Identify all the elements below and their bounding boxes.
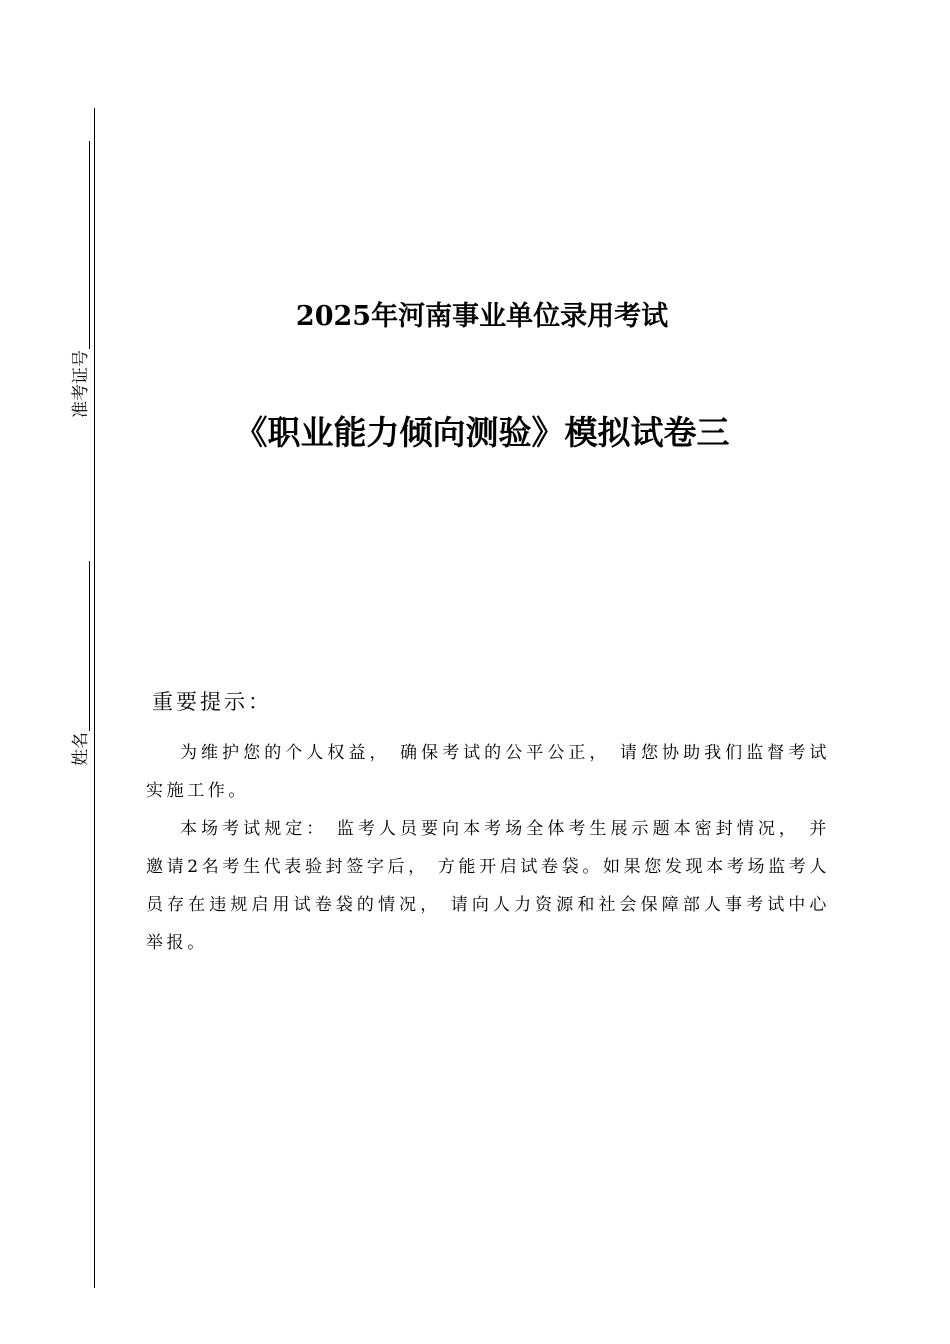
paper-title: 《职业能力倾向测验》模拟试卷三 xyxy=(234,413,730,452)
exam-id-field[interactable] xyxy=(71,141,91,418)
name-label: 姓名 xyxy=(71,732,91,766)
notice-paragraph: 为维护您的个人权益， 确保考试的公平公正， 请您协助我们监督考试实施工作。 xyxy=(146,743,830,801)
notice-heading: 重要提示： xyxy=(152,690,272,714)
name-field[interactable] xyxy=(71,561,91,766)
binding-line xyxy=(94,108,95,1288)
notice-body xyxy=(146,734,830,962)
exam-title: 2025年河南事业单位录用考试 xyxy=(295,301,669,332)
exam-id-label: 准考证号 xyxy=(71,350,91,418)
name-underline[interactable] xyxy=(88,561,90,731)
notice-paragraph: 本场考试规定： 监考人员要向本考场全体考生展示题本密封情况， 并邀请2名考生代表验封签字后， 方能开启试卷袋。如果您发现本考场监考人员存在违规启用试卷袋的情况， 请向人力资源和社会保障部人事考试中心举报。 xyxy=(146,819,830,953)
